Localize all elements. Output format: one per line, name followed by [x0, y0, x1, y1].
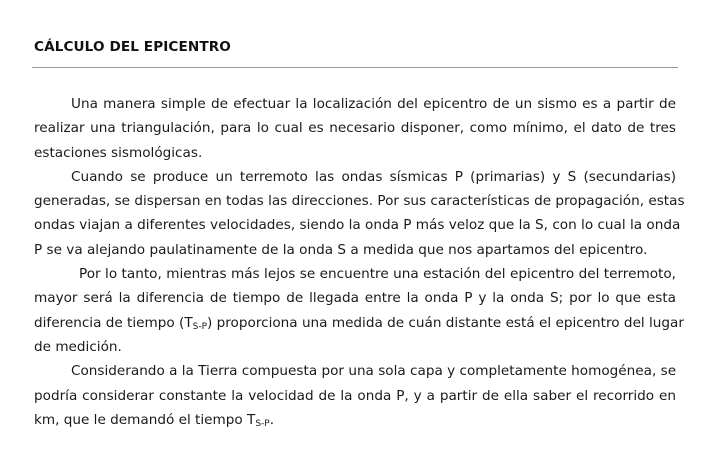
paragraph-4-line-2: podría considerar constante la velocidad de la onda P, y a partir de ella saber el recorrido en	[34, 387, 676, 404]
paragraph-4-line-3-after: .	[269, 411, 275, 428]
paragraph-2-line-1: Cuando se produce un terremoto las ondas sísmicas P (primarias) y S (secundarias)	[71, 168, 676, 185]
paragraph-4-line-3	[34, 408, 676, 432]
paragraph-3-line-1: Por lo tanto, mientras más lejos se encuentre una estación del epicentro del terremoto,	[79, 266, 676, 283]
paragraph-1-line-3: estaciones sismológicas.	[34, 144, 203, 161]
paragraph-1-line-1: Una manera simple de efectuar la localización del epicentro de un sismo es a partir de	[71, 96, 676, 112]
document-body	[34, 92, 685, 432]
paragraph-3-line-3-before: diferencia de tiempo (T	[34, 314, 193, 331]
paragraph-2-line-3: ondas viajan a diferentes velocidades, siendo la onda P más veloz que la S, con lo cual la onda	[34, 217, 681, 234]
paragraph-1-line-2: realizar una triangulación, para lo cual es necesario disponer, como mínimo, el dato de tres	[34, 120, 676, 137]
paragraph-2-line-2: generadas, se dispersan en todas las direcciones. Por sus características de propagación, estas	[34, 193, 685, 210]
title-divider	[32, 67, 678, 68]
paragraph-3-line-3	[34, 311, 684, 335]
paragraph-2-line-4: P se va alejando paulatinamente de la onda S a medida que nos apartamos del epicentro.	[34, 241, 648, 258]
paragraph-3-line-3-after: ) proporciona una medida de cuán distante está el epicentro del lugar	[207, 314, 684, 331]
paragraph-3-line-2: mayor será la diferencia de tiempo de llegada entre la onda P y la onda S; por lo que esta	[34, 290, 676, 307]
ts-p-subscript: S-P	[255, 418, 270, 429]
ts-p-subscript: S-P	[192, 321, 208, 332]
paragraph-4-line-1: Considerando a la Tierra compuesta por una sola capa y completamente homogénea, se	[71, 363, 677, 380]
section-title: CÁLCULO DEL EPICENTRO	[34, 39, 231, 55]
paragraph-4-line-3-before: km, que le demandó el tiempo T	[34, 411, 256, 428]
paragraph-3-line-4: de medición.	[34, 338, 122, 355]
